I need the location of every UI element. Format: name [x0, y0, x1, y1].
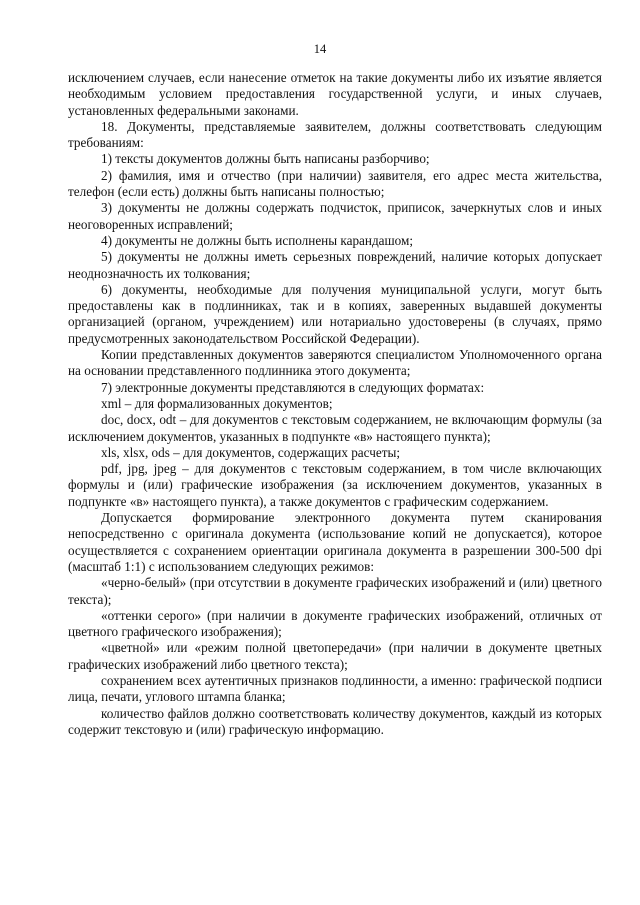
paragraph: Копии представленных документов заверяются специалистом Уполномоченного органа на основании представленного подлинника этого документа;: [68, 347, 602, 379]
list-item: 3) документы не должны содержать подчисток, приписок, зачеркнутых слов и иных неоговоренных исправлений;: [68, 200, 602, 232]
paragraph: сохранением всех аутентичных признаков подлинности, а именно: графической подписи лица, печати, углового штампа бланка;: [68, 672, 602, 705]
mode-item: «черно-белый» (при отсутствии в документе графических изображений и (или) цветного текста);: [68, 575, 602, 607]
format-item: doc, docx, odt – для документов с текстовым содержанием, не включающим формулы (за исключением документов, указанных в подпункте «в» настоящего пункта);: [68, 412, 602, 444]
paragraph: Допускается формирование электронного документа путем сканирования непосредственно с оригинала документа (использование копий не допускается), которое осуществляется с сохранением ориентации оригинала документа в разрешении 300-500 dpi (масштаб 1:1) с использованием следующих режимов:: [68, 510, 602, 574]
format-item: xls, xlsx, ods – для документов, содержащих расчеты;: [101, 444, 401, 460]
page-number: 14: [313, 42, 327, 56]
list-item: 4) документы не должны быть исполнены карандашом;: [101, 232, 414, 248]
mode-item: «оттенки серого» (при наличии в документе графических изображений, отличных от цветного графического изображения);: [68, 607, 602, 640]
list-item: 1) тексты документов должны быть написаны разборчиво;: [101, 151, 430, 167]
list-item: 2) фамилия, имя и отчество (при наличии) заявителя, его адрес места жительства, телефон (если есть) должны быть написаны полностью;: [68, 167, 602, 200]
paragraph: количество файлов должно соответствовать количеству документов, каждый из которых содержит текстовую и (или) графическую информацию.: [68, 705, 602, 737]
list-item: 5) документы не должны иметь серьезных повреждений, наличие которых допускает неоднозначность их толкования;: [68, 249, 602, 281]
document-body: [68, 70, 602, 738]
mode-item: «цветной» или «режим полной цветопередачи» (при наличии в документе цветных графических изображений либо цветного текста);: [68, 640, 602, 672]
paragraph: 18. Документы, представляемые заявителем, должны соответствовать следующим требованиям:: [68, 118, 602, 151]
format-item: pdf, jpg, jpeg – для документов с текстовым содержанием, в том числе включающих формулы и (или) графические изображения (за исключением документов, указанных в подпункте «в» настоящего пункта), а также документов с графическим содержанием.: [68, 461, 602, 509]
list-item: 6) документы, необходимые для получения муниципальной услуги, могут быть предоставлены как в подлинниках, так и в копиях, заверенных выдавшей документы организацией (органом, учреждением) или нотариально удостоверены (в случаях, прямо предусмотренных законодательством Российской Федерации).: [68, 281, 602, 346]
list-item: 7) электронные документы представляются в следующих форматах:: [101, 379, 485, 395]
format-item: xml – для формализованных документов;: [101, 395, 333, 411]
paragraph: исключением случаев, если нанесение отметок на такие документы либо их изъятие является необходимым условием предоставления государственной услуги, и иных случаев, установленных федеральными законами.: [68, 70, 602, 118]
